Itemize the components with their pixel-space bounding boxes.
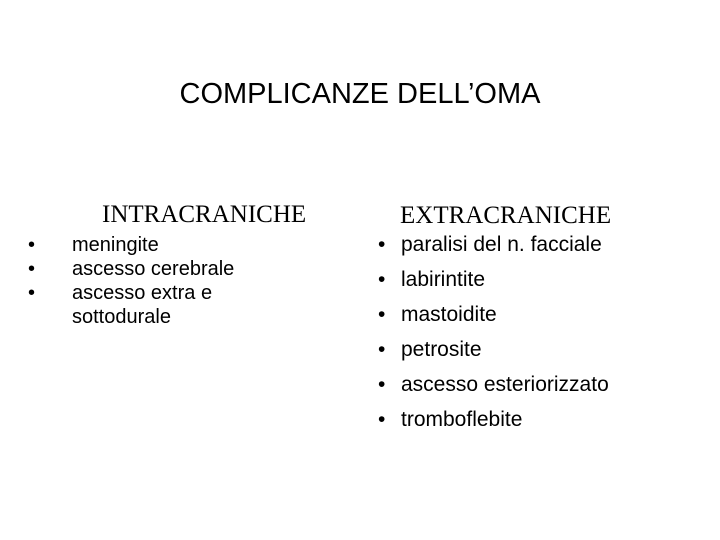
list-item [28,281,288,329]
list-item [378,402,708,437]
bullet-icon: • [378,233,386,256]
bullet-icon: • [378,373,386,396]
list-item-text: petrosite [401,338,482,361]
extracranial-heading: EXTRACRANICHE [400,202,612,229]
list-item-text: meningite [72,234,159,256]
list-item [378,332,708,367]
list-item [28,233,288,257]
bullet-icon: • [28,258,36,280]
intracranial-list [28,233,288,329]
bullet-icon: • [378,303,386,326]
bullet-icon: • [378,408,386,431]
list-item [378,227,708,262]
list-item-text: labirintite [401,268,486,291]
list-item-text: tromboflebite [401,408,523,431]
list-item [378,262,708,297]
list-item-text: ascesso esteriorizzato [401,373,609,396]
bullet-icon: • [28,234,36,256]
list-item-text: paralisi del n. facciale [401,233,602,256]
bullet-icon: • [378,338,386,361]
bullet-icon: • [378,268,386,291]
list-item-text: ascesso extra e sottodurale [72,282,213,328]
slide-title: COMPLICANZE DELL’OMA [179,78,541,110]
list-item-text: mastoidite [401,303,497,326]
list-item-text: ascesso cerebrale [72,258,235,280]
extracranial-list [378,227,708,437]
list-item [378,367,708,402]
list-item [28,257,288,281]
list-item [378,297,708,332]
intracranial-heading: INTRACRANICHE [102,201,307,228]
bullet-icon: • [28,282,36,304]
